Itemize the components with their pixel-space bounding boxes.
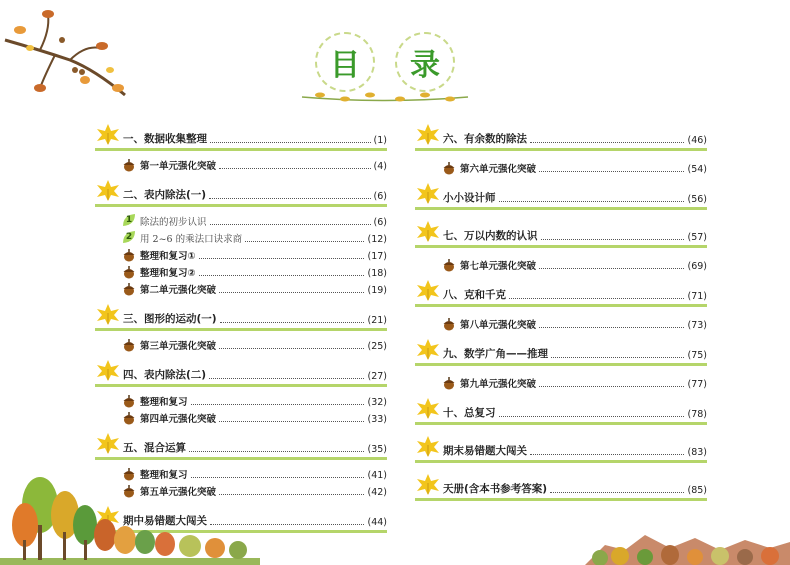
toc-chapter-entry[interactable]: [95, 178, 387, 202]
toc-page-number: (69): [687, 261, 707, 272]
chapter-underline: [95, 204, 387, 207]
acorn-icon: [442, 317, 456, 331]
numbered-leaf-icon: [122, 230, 136, 244]
toc-page-number: (17): [367, 251, 387, 262]
acorn-icon: [122, 394, 136, 408]
dot-leader: [210, 142, 371, 143]
toc-entry-title: 除法的初步认识: [140, 217, 207, 228]
dot-leader: [199, 258, 365, 259]
toc-page-number: (25): [367, 341, 387, 352]
dot-leader: [209, 378, 364, 379]
dot-leader: [210, 224, 371, 225]
autumn-trees-decoration: [0, 470, 260, 565]
chapter-underline: [415, 148, 707, 151]
toc-page-number: (54): [687, 164, 707, 175]
toc-entry-title: 十、总复习: [443, 407, 496, 419]
dot-leader: [539, 171, 684, 172]
toc-page-number: (35): [367, 444, 387, 455]
toc-chapter-entry[interactable]: [415, 337, 707, 361]
leaf-icon: [415, 472, 441, 496]
toc-chapter-entry[interactable]: [415, 472, 707, 496]
chapter-underline: [415, 422, 707, 425]
toc-chapter-entry[interactable]: [415, 122, 707, 146]
dot-leader: [219, 168, 371, 169]
toc-page-number: (44): [367, 517, 387, 528]
toc-chapter-entry[interactable]: [415, 219, 707, 243]
toc-page-number: (21): [367, 315, 387, 326]
toc-sub-entry[interactable]: [95, 410, 387, 425]
dot-leader: [209, 198, 370, 199]
toc-page-number: (56): [687, 194, 707, 205]
toc-entry-title: 第一单元强化突破: [140, 161, 217, 172]
toc-section-entry[interactable]: [95, 230, 387, 245]
toc-entry-title: 第九单元强化突破: [460, 379, 537, 390]
dot-leader: [550, 492, 684, 493]
toc-entry-title: 整理和复习: [140, 470, 188, 481]
toc-entry-title: 二、表内除法(一): [123, 189, 207, 201]
toc-page-number: (1): [373, 135, 387, 146]
chapter-underline: [415, 363, 707, 366]
title-badge-1: [315, 32, 375, 92]
leaf-icon: [415, 181, 441, 205]
dot-leader: [220, 322, 365, 323]
chapter-underline: [415, 207, 707, 210]
leaf-icon: [95, 302, 121, 326]
toc-entry-title: 期末易错题大闯关: [443, 445, 527, 457]
toc-entry-title: 第二单元强化突破: [140, 285, 217, 296]
acorn-icon: [442, 376, 456, 390]
toc-entry-title: 整理和复习: [140, 397, 188, 408]
toc-entry-title: 三、图形的运动(一): [123, 313, 217, 325]
toc-sub-entry[interactable]: [415, 316, 707, 331]
toc-entry-title: 四、表内除法(二): [123, 369, 207, 381]
toc-page-number: (46): [687, 135, 707, 146]
toc-sub-entry[interactable]: [95, 281, 387, 296]
section-number: 2: [125, 232, 133, 242]
dot-leader: [219, 421, 364, 422]
toc-page-number: (75): [687, 350, 707, 361]
toc-entry-title: 九、数学广角——推理: [443, 348, 548, 360]
toc-entry-title: 六、有余数的除法: [443, 133, 527, 145]
leaf-icon: [95, 431, 121, 455]
toc-page-number: (32): [367, 397, 387, 408]
leaf-icon: [415, 396, 441, 420]
toc-chapter-entry[interactable]: [95, 358, 387, 382]
dot-leader: [541, 239, 685, 240]
toc-entry-title: 整理和复习②: [140, 268, 196, 279]
dot-leader: [530, 142, 684, 143]
leaf-icon: [95, 178, 121, 202]
dot-leader: [539, 327, 684, 328]
chapter-underline: [95, 328, 387, 331]
leaf-icon: [415, 219, 441, 243]
section-number: 1: [125, 215, 133, 225]
dot-leader: [509, 298, 684, 299]
dot-leader: [539, 386, 684, 387]
toc-chapter-entry[interactable]: [95, 302, 387, 326]
toc-page-number: (57): [687, 232, 707, 243]
toc-entry-title: 期中易错题大闯关: [123, 515, 207, 527]
toc-section-entry[interactable]: [95, 213, 387, 228]
toc-entry-title: 七、万以内数的认识: [443, 230, 538, 242]
toc-page-number: (6): [373, 217, 387, 228]
toc-page-number: (42): [367, 487, 387, 498]
toc-chapter-entry[interactable]: [95, 122, 387, 146]
leaf-icon: [415, 337, 441, 361]
dot-leader: [499, 416, 685, 417]
toc-chapter-entry[interactable]: [415, 181, 707, 205]
leaf-icon: [95, 358, 121, 382]
acorn-icon: [122, 265, 136, 279]
acorn-icon: [122, 338, 136, 352]
toc-sub-entry[interactable]: [95, 337, 387, 352]
leaf-icon: [415, 278, 441, 302]
toc-sub-entry[interactable]: [95, 157, 387, 172]
dot-leader: [530, 454, 684, 455]
acorn-icon: [122, 282, 136, 296]
dot-leader: [499, 201, 685, 202]
toc-page-number: (71): [687, 291, 707, 302]
toc-sub-entry[interactable]: [95, 247, 387, 262]
toc-page-number: (33): [367, 414, 387, 425]
leaf-icon: [415, 122, 441, 146]
toc-page-number: (19): [367, 285, 387, 296]
toc-sub-entry[interactable]: [95, 393, 387, 408]
dot-leader: [245, 241, 364, 242]
toc-chapter-entry[interactable]: [95, 431, 387, 455]
chapter-underline: [95, 148, 387, 151]
dot-leader: [539, 268, 684, 269]
toc-title: [300, 30, 470, 105]
toc-page-number: (6): [373, 191, 387, 202]
numbered-leaf-icon: [122, 213, 136, 227]
toc-chapter-entry[interactable]: [415, 278, 707, 302]
toc-entry-title: 一、数据收集整理: [123, 133, 207, 145]
toc-page-number: (4): [373, 161, 387, 172]
toc-page-number: (77): [687, 379, 707, 390]
toc-page-number: (27): [367, 371, 387, 382]
leaf-icon: [415, 434, 441, 458]
dot-leader: [219, 292, 364, 293]
dot-leader: [191, 404, 365, 405]
dot-leader: [199, 275, 365, 276]
toc-right-column: [415, 122, 707, 510]
toc-chapter-entry[interactable]: [415, 434, 707, 458]
chapter-underline: [95, 457, 387, 460]
leaf-icon: [95, 122, 121, 146]
chapter-underline: [415, 460, 707, 463]
toc-entry-title: 第七单元强化突破: [460, 261, 537, 272]
toc-entry-title: 第六单元强化突破: [460, 164, 537, 175]
toc-entry-title: 八、克和千克: [443, 289, 506, 301]
chapter-underline: [95, 384, 387, 387]
title-badge-2: [395, 32, 455, 92]
autumn-branch-decoration: [0, 0, 140, 105]
title-char-1: 目: [330, 48, 360, 83]
chapter-underline: [415, 245, 707, 248]
vine-decoration: [300, 90, 470, 104]
dot-leader: [189, 451, 364, 452]
dot-leader: [219, 348, 364, 349]
acorn-icon: [442, 258, 456, 272]
toc-sub-entry[interactable]: [415, 257, 707, 272]
chapter-underline: [415, 498, 707, 501]
toc-entry-title: 小小设计师: [443, 192, 496, 204]
dot-leader: [551, 357, 684, 358]
toc-entry-title: 整理和复习①: [140, 251, 196, 262]
chapter-underline: [415, 304, 707, 307]
title-char-2: 录: [410, 48, 440, 83]
toc-entry-title: 第三单元强化突破: [140, 341, 217, 352]
toc-entry-title: 用 2~6 的乘法口诀求商: [140, 234, 243, 245]
toc-page-number: (83): [687, 447, 707, 458]
toc-page-number: (73): [687, 320, 707, 331]
toc-sub-entry[interactable]: [415, 375, 707, 390]
toc-entry-title: 第四单元强化突破: [140, 414, 217, 425]
toc-entry-title: 第五单元强化突破: [140, 487, 217, 498]
toc-entry-title: 第八单元强化突破: [460, 320, 537, 331]
acorn-icon: [122, 248, 136, 262]
toc-chapter-entry[interactable]: [415, 396, 707, 420]
acorn-icon: [122, 411, 136, 425]
acorn-icon: [122, 158, 136, 172]
toc-entry-title: 五、混合运算: [123, 442, 186, 454]
toc-page-number: (41): [367, 470, 387, 481]
toc-entry-title: 天册(含本书参考答案): [443, 483, 548, 495]
toc-page-number: (18): [367, 268, 387, 279]
toc-sub-entry[interactable]: [95, 264, 387, 279]
toc-page-number: (85): [687, 485, 707, 496]
toc-page-number: (78): [687, 409, 707, 420]
autumn-hills-decoration: [585, 520, 790, 565]
toc-page-number: (12): [367, 234, 387, 245]
acorn-icon: [442, 161, 456, 175]
toc-sub-entry[interactable]: [415, 160, 707, 175]
